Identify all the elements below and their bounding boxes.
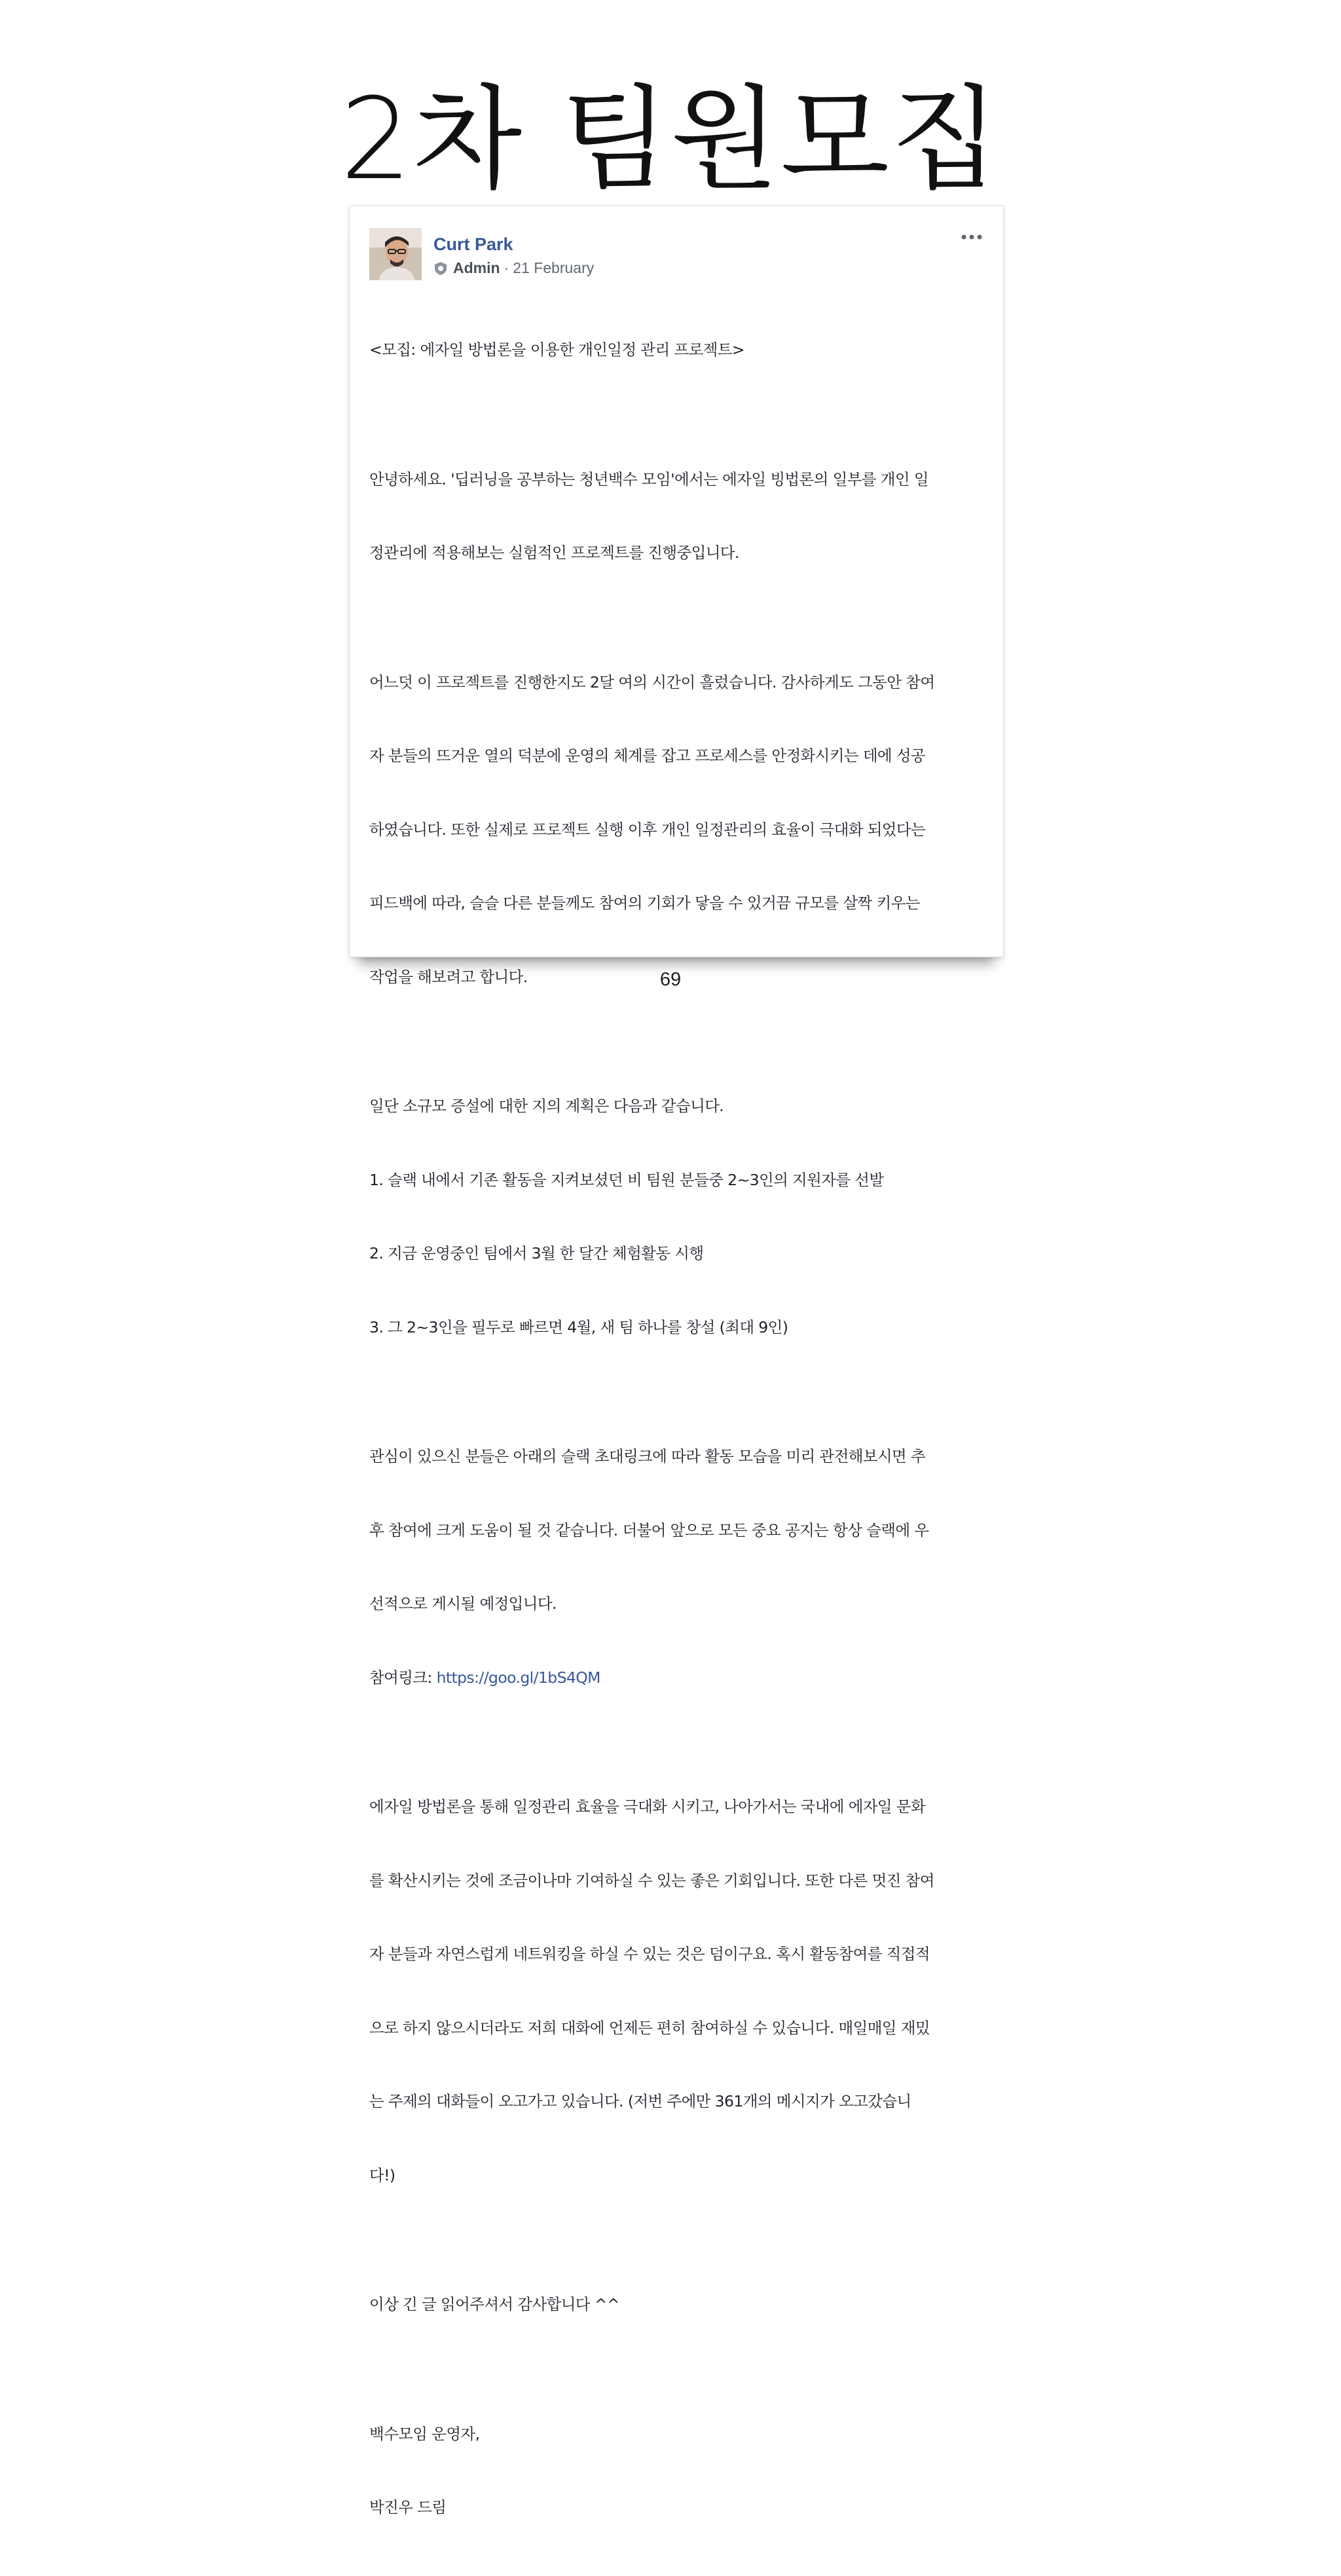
text-line: 관심이 있으신 분들은 아래의 슬랙 초대링크에 따라 활동 모습을 미리 관전해보시면 추 xyxy=(369,1447,926,1465)
text-line: 피드백에 따라, 슬슬 다른 분들께도 참여의 기회가 닿을 수 있거끔 규모를 살짝 키우는 xyxy=(369,894,920,912)
post-body xyxy=(369,289,991,2576)
post-paragraph-thanks xyxy=(369,2243,991,2366)
page-number: 69 xyxy=(659,969,682,990)
meta-separator: · xyxy=(504,259,509,276)
post-paragraph-headline xyxy=(369,289,991,412)
text-line: 정관리에 적용해보는 실험적인 프로젝트를 진행중입니다. xyxy=(369,543,739,562)
post-paragraph-invite xyxy=(369,1395,991,1739)
more-options-icon[interactable] xyxy=(959,232,985,242)
link-label: 참여링크: xyxy=(369,1668,437,1687)
text-line: 에자일 방법론을 통해 일정관리 효율을 극대화 시키고, 나아가서는 국내에 에자일 문화 xyxy=(369,1797,926,1816)
post-header xyxy=(369,228,985,280)
profile-photo-icon xyxy=(369,228,422,280)
text-line: 어느덧 이 프로젝트를 진행한지도 2달 여의 시간이 흘렀습니다. 감사하게도 그동안 참여 xyxy=(369,672,935,691)
text-line: 일단 소규모 증설에 대한 지의 계획은 다음과 같습니다. xyxy=(369,1097,724,1115)
text-line: 선적으로 게시될 예정입니다. xyxy=(369,1594,557,1613)
shield-icon xyxy=(433,261,448,276)
post-date[interactable]: 21 February xyxy=(513,259,595,276)
post-paragraph-benefits xyxy=(369,1746,991,2237)
post-paragraph-intro xyxy=(369,418,991,615)
text-line: 자 분들의 뜨거운 열의 덕분에 운영의 체계를 잡고 프로세스를 안정화시키는 데에 성공 xyxy=(369,746,926,765)
text-line: 작업을 해보려고 합니다. xyxy=(369,967,528,986)
plan-item: 1. 슬랙 내에서 기존 활동을 지켜보셨던 비 팀원 분들중 2~3인의 지원자를 선발 xyxy=(369,1170,884,1189)
slide-title: 2차 팀원모집 xyxy=(340,73,1001,205)
text-line: 다!) xyxy=(369,2165,395,2184)
text-line: <모집: 에자일 방법론을 이용한 개인일정 관리 프로젝트> xyxy=(369,340,744,359)
invite-link[interactable]: https://goo.gl/1bS4QM xyxy=(436,1668,600,1687)
post-paragraph-plan xyxy=(369,1045,991,1389)
text-line: 는 주제의 대화들이 오고가고 있습니다. (저번 주에만 361개의 메시지가 오고갔습니 xyxy=(369,2092,911,2110)
link-line xyxy=(369,1666,991,1691)
post-meta xyxy=(433,259,594,277)
plan-item: 3. 그 2~3인을 필두로 빠르면 4월, 새 팀 하나를 창설 (최대 9인) xyxy=(369,1317,788,1336)
plan-item: 2. 지금 운영중인 팀에서 3월 한 달간 체험활동 시행 xyxy=(369,1244,704,1262)
author-name[interactable]: Curt Park xyxy=(433,234,513,254)
text-line: 안녕하세요. '딥러닝을 공부하는 청년백수 모임'에서는 에자일 빙법론의 일부를 개인 일 xyxy=(369,469,928,488)
text-line: 하였습니다. 또한 실제로 프로젝트 실행 이후 개인 일정관리의 효율이 극대화 되었다는 xyxy=(369,820,926,839)
text-line: 자 분들과 자연스럽게 네트워킹을 하실 수 있는 것은 덤이구요. 혹시 활동참여를 직접적 xyxy=(369,1945,930,1963)
author-avatar[interactable] xyxy=(369,228,422,280)
text-line: 으로 하지 않으시더라도 저희 대화에 언제든 편히 참여하실 수 있습니다. 매일매일 재밌 xyxy=(369,2018,930,2037)
text-line: 후 참여에 크게 도움이 될 것 같습니다. 더불어 앞으로 모든 중요 공지는 항상 슬랙에 우 xyxy=(369,1520,929,1539)
text-line: 박진우 드림 xyxy=(369,2498,447,2516)
post-paragraph-signature xyxy=(369,2373,991,2569)
text-line: 이상 긴 글 읽어주셔서 감사합니다 ^^ xyxy=(369,2295,619,2313)
text-line: 백수모임 운영자, xyxy=(369,2424,480,2443)
text-line: 를 확산시키는 것에 조금이나마 기여하실 수 있는 좋은 기회입니다. 또한 다른 멋진 참여 xyxy=(369,1871,934,1890)
role-label: Admin xyxy=(453,259,500,276)
